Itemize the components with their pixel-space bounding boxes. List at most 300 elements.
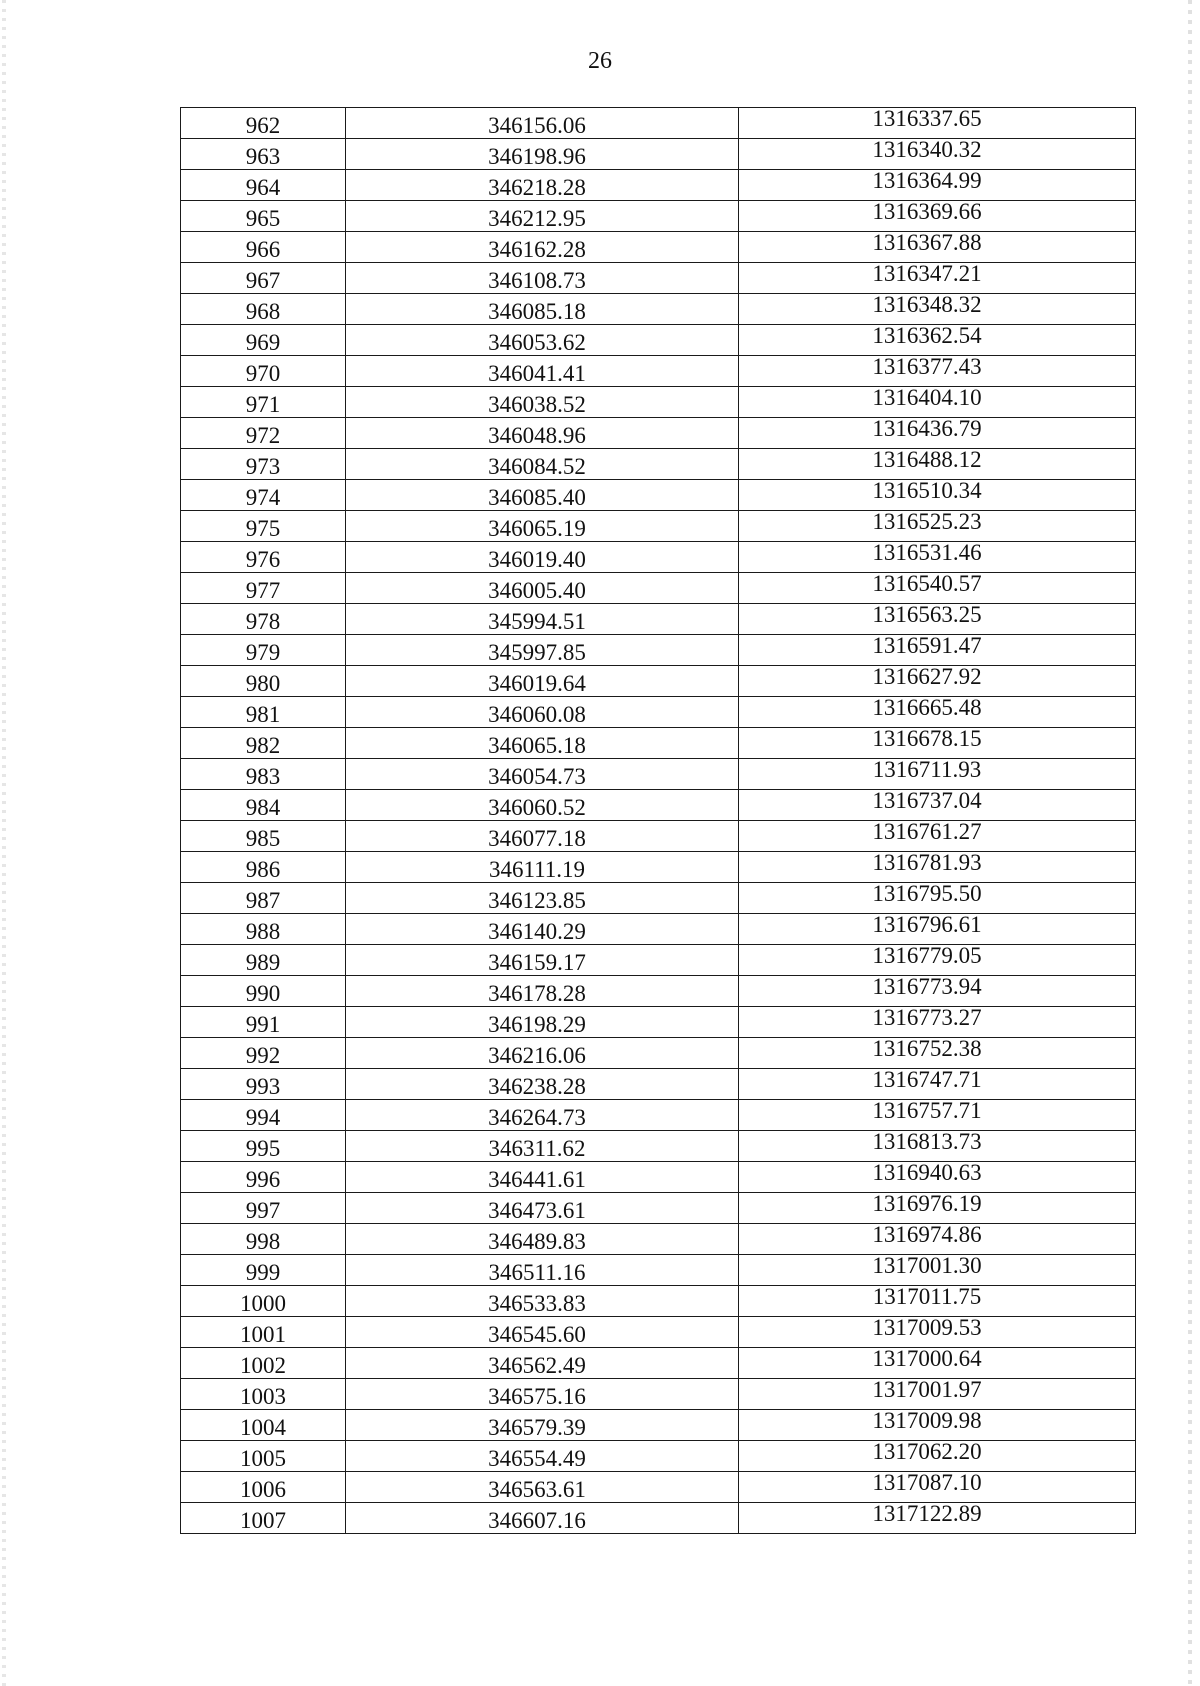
point-number-text: 1005 xyxy=(240,1445,286,1471)
y-coordinate-cell xyxy=(739,477,1136,511)
table-row xyxy=(181,1317,1136,1348)
page-number: 26 xyxy=(588,48,612,74)
point-number-text: 988 xyxy=(245,918,281,944)
table-row xyxy=(181,1193,1136,1224)
point-number-text: 982 xyxy=(245,732,281,758)
point-number-text: 971 xyxy=(245,391,281,417)
y-coordinate-text: 1317011.75 xyxy=(872,1283,982,1309)
table-row xyxy=(181,1255,1136,1286)
x-coordinate-text: 346545.60 xyxy=(488,1321,586,1347)
table-row xyxy=(181,1286,1136,1317)
y-coordinate-text: 1316757.71 xyxy=(872,1097,982,1123)
table-row xyxy=(181,356,1136,387)
x-coordinate-cell xyxy=(346,790,739,821)
x-coordinate-text: 346554.49 xyxy=(488,1445,586,1471)
point-number-cell xyxy=(181,325,346,356)
y-coordinate-text: 1317009.53 xyxy=(872,1314,982,1340)
x-coordinate-cell xyxy=(346,821,739,852)
point-number-text: 975 xyxy=(245,515,281,541)
y-coordinate-cell xyxy=(739,973,1136,1007)
x-coordinate-cell xyxy=(346,666,739,697)
table-row xyxy=(181,1472,1136,1503)
y-coordinate-text: 1316525.23 xyxy=(872,508,982,534)
y-coordinate-cell xyxy=(739,415,1136,449)
y-coordinate-cell xyxy=(739,1283,1136,1317)
x-coordinate-text: 346162.28 xyxy=(488,236,586,262)
point-number-text: 970 xyxy=(245,360,281,386)
x-coordinate-cell xyxy=(346,573,739,604)
x-coordinate-cell xyxy=(346,325,739,356)
y-coordinate-cell xyxy=(739,384,1136,418)
point-number-text: 962 xyxy=(245,112,281,138)
y-coordinate-text: 1316627.92 xyxy=(872,663,982,689)
x-coordinate-text: 346060.52 xyxy=(488,794,586,820)
point-number-cell xyxy=(181,1441,346,1472)
y-coordinate-cell xyxy=(739,1345,1136,1379)
table-row xyxy=(181,1441,1136,1472)
x-coordinate-cell xyxy=(346,1286,739,1317)
point-number-text: 1004 xyxy=(240,1414,286,1440)
y-coordinate-text: 1316761.27 xyxy=(872,818,982,844)
point-number-cell xyxy=(181,232,346,263)
x-coordinate-cell xyxy=(346,914,739,945)
x-coordinate-text: 346212.95 xyxy=(488,205,586,231)
x-coordinate-text: 346533.83 xyxy=(488,1290,586,1316)
y-coordinate-cell xyxy=(739,1407,1136,1441)
table-row xyxy=(181,883,1136,914)
y-coordinate-cell xyxy=(739,787,1136,821)
point-number-cell xyxy=(181,635,346,666)
y-coordinate-text: 1316404.10 xyxy=(872,384,982,410)
table-row xyxy=(181,511,1136,542)
point-number-text: 984 xyxy=(245,794,281,820)
table-row xyxy=(181,697,1136,728)
table-row xyxy=(181,480,1136,511)
y-coordinate-cell xyxy=(739,1097,1136,1131)
y-coordinate-text: 1316813.73 xyxy=(872,1128,982,1154)
point-number-cell xyxy=(181,821,346,852)
table-row xyxy=(181,232,1136,263)
point-number-text: 1002 xyxy=(240,1352,286,1378)
table-row xyxy=(181,1348,1136,1379)
table-row xyxy=(181,418,1136,449)
x-coordinate-cell xyxy=(346,201,739,232)
y-coordinate-cell xyxy=(739,508,1136,542)
y-coordinate-text: 1316795.50 xyxy=(872,880,982,906)
y-coordinate-text: 1316377.43 xyxy=(872,353,982,379)
y-coordinate-text: 1316364.99 xyxy=(872,167,982,193)
x-coordinate-cell xyxy=(346,728,739,759)
point-number-cell xyxy=(181,573,346,604)
y-coordinate-cell xyxy=(739,849,1136,883)
x-coordinate-text: 346264.73 xyxy=(488,1104,586,1130)
x-coordinate-text: 346473.61 xyxy=(488,1197,586,1223)
point-number-cell xyxy=(181,1317,346,1348)
y-coordinate-cell xyxy=(739,694,1136,728)
y-coordinate-cell xyxy=(739,198,1136,232)
point-number-text: 990 xyxy=(245,980,281,1006)
x-coordinate-text: 346441.61 xyxy=(488,1166,586,1192)
x-coordinate-text: 346085.18 xyxy=(488,298,586,324)
y-coordinate-text: 1316940.63 xyxy=(872,1159,982,1185)
point-number-cell xyxy=(181,666,346,697)
y-coordinate-cell xyxy=(739,105,1136,139)
point-number-cell xyxy=(181,387,346,418)
y-coordinate-cell xyxy=(739,291,1136,325)
x-coordinate-text: 346060.08 xyxy=(488,701,586,727)
table-row xyxy=(181,1410,1136,1441)
y-coordinate-cell xyxy=(739,601,1136,635)
x-coordinate-text: 346198.96 xyxy=(488,143,586,169)
table-row xyxy=(181,387,1136,418)
point-number-text: 1006 xyxy=(240,1476,286,1502)
x-coordinate-cell xyxy=(346,883,739,914)
point-number-cell xyxy=(181,1503,346,1534)
table-row xyxy=(181,294,1136,325)
y-coordinate-cell xyxy=(739,911,1136,945)
table-row xyxy=(181,852,1136,883)
y-coordinate-cell xyxy=(739,1035,1136,1069)
x-coordinate-text: 346048.96 xyxy=(488,422,586,448)
x-coordinate-cell xyxy=(346,852,739,883)
point-number-cell xyxy=(181,1348,346,1379)
table-row xyxy=(181,263,1136,294)
x-coordinate-cell xyxy=(346,170,739,201)
point-number-cell xyxy=(181,1286,346,1317)
x-coordinate-cell xyxy=(346,387,739,418)
y-coordinate-cell xyxy=(739,1066,1136,1100)
table-row xyxy=(181,728,1136,759)
table-row xyxy=(181,1224,1136,1255)
y-coordinate-text: 1316747.71 xyxy=(872,1066,982,1092)
table-row xyxy=(181,1379,1136,1410)
x-coordinate-cell xyxy=(346,418,739,449)
table-row xyxy=(181,1069,1136,1100)
x-coordinate-text: 346216.06 xyxy=(488,1042,586,1068)
x-coordinate-text: 346489.83 xyxy=(488,1228,586,1254)
y-coordinate-text: 1316362.54 xyxy=(872,322,982,348)
point-number-text: 983 xyxy=(245,763,281,789)
point-number-text: 966 xyxy=(245,236,281,262)
point-number-cell xyxy=(181,356,346,387)
y-coordinate-cell xyxy=(739,663,1136,697)
y-coordinate-cell xyxy=(739,322,1136,356)
point-number-text: 967 xyxy=(245,267,281,293)
x-coordinate-cell xyxy=(346,139,739,170)
y-coordinate-cell xyxy=(739,1221,1136,1255)
y-coordinate-text: 1316773.27 xyxy=(872,1004,982,1030)
y-coordinate-cell xyxy=(739,1252,1136,1286)
table-row xyxy=(181,945,1136,976)
y-coordinate-text: 1316563.25 xyxy=(872,601,982,627)
y-coordinate-cell xyxy=(739,1159,1136,1193)
table-row xyxy=(181,1503,1136,1534)
point-number-cell xyxy=(181,1069,346,1100)
point-number-text: 987 xyxy=(245,887,281,913)
point-number-cell xyxy=(181,1038,346,1069)
y-coordinate-cell xyxy=(739,1376,1136,1410)
point-number-cell xyxy=(181,604,346,635)
x-coordinate-cell xyxy=(346,635,739,666)
point-number-text: 976 xyxy=(245,546,281,572)
x-coordinate-cell xyxy=(346,759,739,790)
x-coordinate-text: 346085.40 xyxy=(488,484,586,510)
point-number-text: 995 xyxy=(245,1135,281,1161)
y-coordinate-text: 1316369.66 xyxy=(872,198,982,224)
point-number-text: 997 xyxy=(245,1197,281,1223)
x-coordinate-text: 346084.52 xyxy=(488,453,586,479)
x-coordinate-cell xyxy=(346,263,739,294)
point-number-cell xyxy=(181,1379,346,1410)
x-coordinate-cell xyxy=(346,1162,739,1193)
table-row xyxy=(181,790,1136,821)
point-number-cell xyxy=(181,790,346,821)
x-coordinate-cell xyxy=(346,1193,739,1224)
point-number-text: 963 xyxy=(245,143,281,169)
point-number-text: 994 xyxy=(245,1104,281,1130)
y-coordinate-cell xyxy=(739,880,1136,914)
point-number-cell xyxy=(181,201,346,232)
point-number-text: 965 xyxy=(245,205,281,231)
y-coordinate-cell xyxy=(739,942,1136,976)
y-coordinate-cell xyxy=(739,570,1136,604)
x-coordinate-cell xyxy=(346,108,739,139)
point-number-cell xyxy=(181,139,346,170)
y-coordinate-text: 1317000.64 xyxy=(872,1345,982,1371)
point-number-text: 977 xyxy=(245,577,281,603)
point-number-text: 981 xyxy=(245,701,281,727)
y-coordinate-cell xyxy=(739,539,1136,573)
x-coordinate-text: 346111.19 xyxy=(488,856,586,882)
x-coordinate-cell xyxy=(346,1472,739,1503)
x-coordinate-text: 345994.51 xyxy=(488,608,586,634)
y-coordinate-cell xyxy=(739,1500,1136,1534)
x-coordinate-cell xyxy=(346,1224,739,1255)
point-number-cell xyxy=(181,1193,346,1224)
table-row xyxy=(181,542,1136,573)
y-coordinate-text: 1316737.04 xyxy=(872,787,982,813)
table-row xyxy=(181,139,1136,170)
point-number-cell xyxy=(181,418,346,449)
x-coordinate-cell xyxy=(346,1255,739,1286)
y-coordinate-cell xyxy=(739,167,1136,201)
y-coordinate-text: 1316436.79 xyxy=(872,415,982,441)
point-number-text: 985 xyxy=(245,825,281,851)
x-coordinate-cell xyxy=(346,1131,739,1162)
y-coordinate-cell xyxy=(739,260,1136,294)
x-coordinate-text: 346218.28 xyxy=(488,174,586,200)
x-coordinate-text: 346140.29 xyxy=(488,918,586,944)
y-coordinate-cell xyxy=(739,136,1136,170)
x-coordinate-text: 346156.06 xyxy=(488,112,586,138)
y-coordinate-text: 1316752.38 xyxy=(872,1035,982,1061)
x-coordinate-text: 346065.18 xyxy=(488,732,586,758)
table-row xyxy=(181,666,1136,697)
point-number-cell xyxy=(181,263,346,294)
point-number-text: 1003 xyxy=(240,1383,286,1409)
x-coordinate-cell xyxy=(346,1348,739,1379)
point-number-text: 991 xyxy=(245,1011,281,1037)
coordinates-table xyxy=(180,107,1136,1534)
point-number-text: 980 xyxy=(245,670,281,696)
y-coordinate-text: 1316347.21 xyxy=(872,260,982,286)
x-coordinate-text: 346077.18 xyxy=(488,825,586,851)
point-number-text: 969 xyxy=(245,329,281,355)
y-coordinate-text: 1316779.05 xyxy=(872,942,982,968)
point-number-cell xyxy=(181,542,346,573)
x-coordinate-text: 346005.40 xyxy=(488,577,586,603)
point-number-text: 993 xyxy=(245,1073,281,1099)
x-coordinate-cell xyxy=(346,976,739,1007)
point-number-text: 973 xyxy=(245,453,281,479)
x-coordinate-cell xyxy=(346,449,739,480)
y-coordinate-text: 1316678.15 xyxy=(872,725,982,751)
point-number-text: 998 xyxy=(245,1228,281,1254)
x-coordinate-text: 346562.49 xyxy=(488,1352,586,1378)
table-row xyxy=(181,1038,1136,1069)
table-row xyxy=(181,914,1136,945)
x-coordinate-text: 346019.40 xyxy=(488,546,586,572)
y-coordinate-text: 1316796.61 xyxy=(872,911,982,937)
point-number-text: 986 xyxy=(245,856,281,882)
point-number-text: 968 xyxy=(245,298,281,324)
table-row xyxy=(181,1007,1136,1038)
point-number-cell xyxy=(181,294,346,325)
point-number-cell xyxy=(181,883,346,914)
y-coordinate-text: 1316665.48 xyxy=(872,694,982,720)
y-coordinate-text: 1316773.94 xyxy=(872,973,982,999)
x-coordinate-cell xyxy=(346,1007,739,1038)
point-number-cell xyxy=(181,170,346,201)
coordinates-table-body xyxy=(181,105,1136,1534)
x-coordinate-text: 346563.61 xyxy=(488,1476,586,1502)
y-coordinate-cell xyxy=(739,725,1136,759)
y-coordinate-text: 1316531.46 xyxy=(872,539,982,565)
y-coordinate-text: 1316348.32 xyxy=(872,291,982,317)
point-number-cell xyxy=(181,697,346,728)
y-coordinate-text: 1316974.86 xyxy=(872,1221,982,1247)
table-row xyxy=(181,1162,1136,1193)
y-coordinate-cell xyxy=(739,1469,1136,1503)
y-coordinate-text: 1317062.20 xyxy=(872,1438,982,1464)
table-row xyxy=(181,604,1136,635)
x-coordinate-cell xyxy=(346,1038,739,1069)
x-coordinate-text: 346108.73 xyxy=(488,267,586,293)
x-coordinate-cell xyxy=(346,604,739,635)
point-number-cell xyxy=(181,1007,346,1038)
x-coordinate-cell xyxy=(346,511,739,542)
point-number-text: 989 xyxy=(245,949,281,975)
point-number-text: 979 xyxy=(245,639,281,665)
y-coordinate-text: 1316510.34 xyxy=(872,477,982,503)
x-coordinate-text: 346579.39 xyxy=(488,1414,586,1440)
point-number-text: 999 xyxy=(245,1259,281,1285)
y-coordinate-cell xyxy=(739,353,1136,387)
y-coordinate-text: 1316488.12 xyxy=(872,446,982,472)
point-number-cell xyxy=(181,945,346,976)
x-coordinate-text: 346311.62 xyxy=(488,1135,586,1161)
point-number-cell xyxy=(181,1410,346,1441)
y-coordinate-text: 1316367.88 xyxy=(872,229,982,255)
x-coordinate-cell xyxy=(346,294,739,325)
table-row xyxy=(181,325,1136,356)
y-coordinate-text: 1316591.47 xyxy=(872,632,982,658)
x-coordinate-cell xyxy=(346,1069,739,1100)
x-coordinate-text: 346511.16 xyxy=(488,1259,586,1285)
x-coordinate-text: 346123.85 xyxy=(488,887,586,913)
y-coordinate-cell xyxy=(739,1314,1136,1348)
x-coordinate-cell xyxy=(346,697,739,728)
x-coordinate-text: 345997.85 xyxy=(488,639,586,665)
point-number-cell xyxy=(181,728,346,759)
table-row xyxy=(181,1131,1136,1162)
x-coordinate-text: 346607.16 xyxy=(488,1507,586,1533)
y-coordinate-cell xyxy=(739,1438,1136,1472)
point-number-cell xyxy=(181,1100,346,1131)
point-number-cell xyxy=(181,976,346,1007)
y-coordinate-cell xyxy=(739,229,1136,263)
point-number-cell xyxy=(181,852,346,883)
y-coordinate-text: 1317001.30 xyxy=(872,1252,982,1278)
y-coordinate-text: 1317087.10 xyxy=(872,1469,982,1495)
point-number-text: 964 xyxy=(245,174,281,200)
scan-edge-left xyxy=(2,0,6,1686)
point-number-text: 972 xyxy=(245,422,281,448)
table-row xyxy=(181,1100,1136,1131)
point-number-cell xyxy=(181,449,346,480)
x-coordinate-cell xyxy=(346,356,739,387)
table-row xyxy=(181,201,1136,232)
y-coordinate-text: 1316337.65 xyxy=(872,105,982,131)
y-coordinate-cell xyxy=(739,446,1136,480)
y-coordinate-text: 1316711.93 xyxy=(872,756,982,782)
y-coordinate-text: 1317001.97 xyxy=(872,1376,982,1402)
x-coordinate-text: 346038.52 xyxy=(488,391,586,417)
point-number-cell xyxy=(181,1131,346,1162)
table-row xyxy=(181,976,1136,1007)
x-coordinate-text: 346159.17 xyxy=(488,949,586,975)
point-number-cell xyxy=(181,914,346,945)
x-coordinate-cell xyxy=(346,1379,739,1410)
point-number-text: 1001 xyxy=(240,1321,286,1347)
x-coordinate-cell xyxy=(346,542,739,573)
x-coordinate-text: 346198.29 xyxy=(488,1011,586,1037)
point-number-cell xyxy=(181,759,346,790)
x-coordinate-cell xyxy=(346,945,739,976)
y-coordinate-cell xyxy=(739,818,1136,852)
table-row xyxy=(181,449,1136,480)
y-coordinate-cell xyxy=(739,1128,1136,1162)
x-coordinate-cell xyxy=(346,1410,739,1441)
point-number-cell xyxy=(181,511,346,542)
x-coordinate-cell xyxy=(346,1317,739,1348)
scan-edge-right xyxy=(1188,0,1192,1686)
x-coordinate-text: 346041.41 xyxy=(488,360,586,386)
y-coordinate-cell xyxy=(739,756,1136,790)
y-coordinate-text: 1316540.57 xyxy=(872,570,982,596)
table-row xyxy=(181,759,1136,790)
x-coordinate-cell xyxy=(346,232,739,263)
y-coordinate-text: 1316976.19 xyxy=(872,1190,982,1216)
table-row xyxy=(181,821,1136,852)
point-number-cell xyxy=(181,108,346,139)
point-number-text: 978 xyxy=(245,608,281,634)
y-coordinate-text: 1317009.98 xyxy=(872,1407,982,1433)
point-number-text: 974 xyxy=(245,484,281,510)
x-coordinate-text: 346054.73 xyxy=(488,763,586,789)
point-number-cell xyxy=(181,1162,346,1193)
point-number-text: 1000 xyxy=(240,1290,286,1316)
